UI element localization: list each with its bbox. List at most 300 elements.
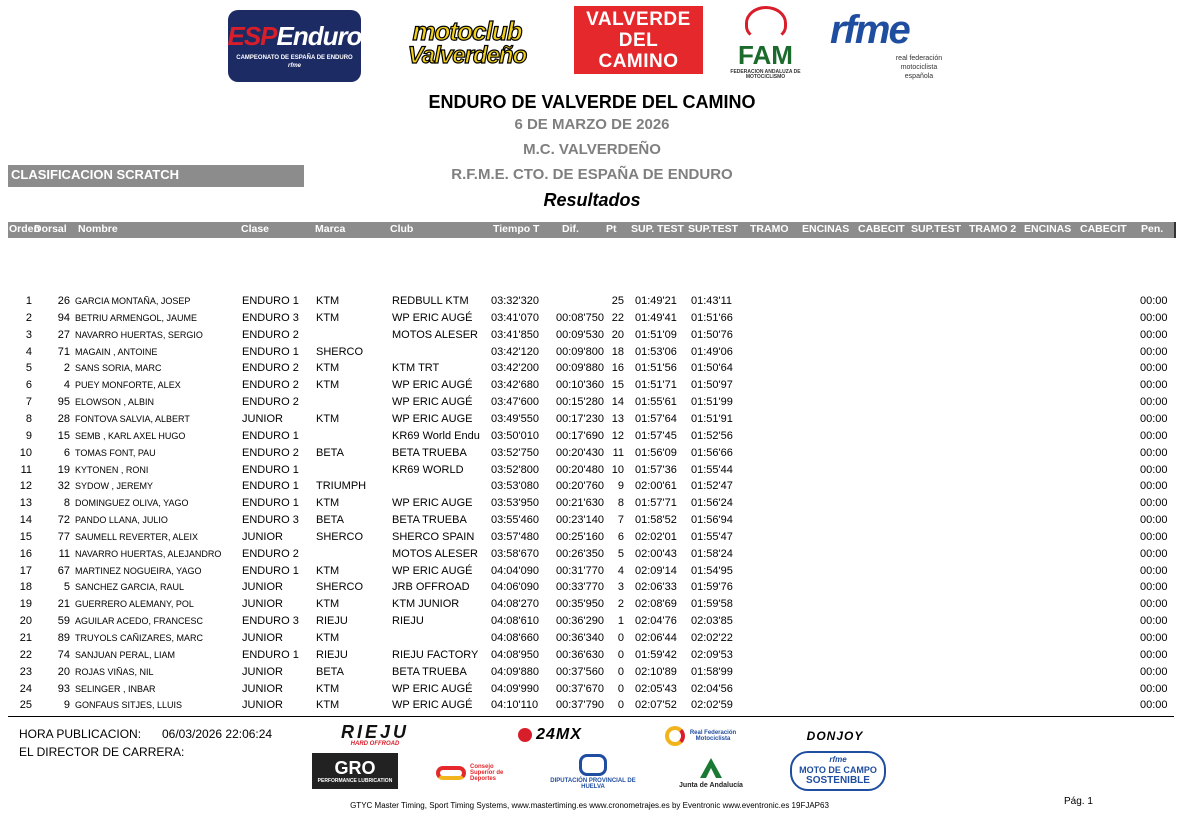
cell-orden: 10 <box>19 446 32 459</box>
cell-dif: 00:08'750 <box>556 311 604 324</box>
cell-nombre: DOMINGUEZ OLIVA, YAGO <box>75 498 189 509</box>
cell-tiempo: 03:50'010 <box>491 429 539 442</box>
cell-dorsal: 20 <box>57 665 70 678</box>
timing-credits: GTYC Master Timing, Sport Timing Systems, www.mastertiming.es www.cronometrajes.es by Eventronic www.eventronic.es 19FJAP63 <box>350 801 829 810</box>
cell-dorsal: 8 <box>63 497 70 510</box>
cell-sup1: 01:51'56 <box>635 362 677 375</box>
fam-logo <box>728 2 803 84</box>
logo-text: SOSTENIBLE <box>806 775 870 786</box>
cell-orden: 14 <box>19 514 32 527</box>
cell-clase: JUNIOR <box>242 665 283 678</box>
24mx-logo <box>485 726 615 744</box>
event-title: ENDURO DE VALVERDE DEL CAMINO <box>428 92 756 112</box>
cell-sup2: 01:55'47 <box>691 530 733 543</box>
cell-orden: 17 <box>19 564 32 577</box>
cell-dif: 00:26'350 <box>556 547 604 560</box>
cell-sup1: 01:51'09 <box>635 328 677 341</box>
cell-tiempo: 03:42'120 <box>491 345 539 358</box>
cell-dorsal: 72 <box>57 514 70 527</box>
cell-tiempo: 04:04'090 <box>491 564 539 577</box>
fam-emblem-icon <box>745 6 787 40</box>
table-row <box>8 360 1174 377</box>
cell-pt: 20 <box>611 328 624 341</box>
logo-text: CAMPEONATO DE ESPAÑA DE ENDURO <box>236 55 353 61</box>
table-row <box>8 613 1174 630</box>
diputacion-huelva-logo <box>550 753 636 791</box>
cell-dorsal: 67 <box>57 564 70 577</box>
cell-nombre: TOMAS FONT, PAU <box>75 447 156 458</box>
cell-sup1: 02:06'44 <box>635 632 677 644</box>
cell-orden: 7 <box>25 396 32 409</box>
cell-pt: 8 <box>617 497 624 510</box>
logo-text: rfme <box>829 755 847 764</box>
cell-club: RIEJU <box>392 615 424 628</box>
results-heading: Resultados <box>543 190 641 210</box>
cell-sup1: 02:09'14 <box>635 564 677 577</box>
event-date: 6 DE MARZO DE 2026 <box>514 116 670 133</box>
cell-sup1: 01:57'45 <box>635 429 677 442</box>
cell-dif: 00:37'790 <box>556 699 604 712</box>
cell-tiempo: 03:41'850 <box>491 328 539 341</box>
cell-pen: 00:00 <box>1140 665 1168 678</box>
table-row <box>8 394 1174 411</box>
cell-dif: 00:10'360 <box>556 379 604 392</box>
cell-tiempo: 03:52'750 <box>491 446 539 459</box>
cell-clase: ENDURO 2 <box>242 446 299 459</box>
cell-pt: 6 <box>617 530 624 543</box>
cell-clase: ENDURO 2 <box>242 328 299 341</box>
cell-sup1: 02:04'76 <box>635 615 677 628</box>
cell-tiempo: 03:47'600 <box>491 396 539 409</box>
cell-dif: 00:31'770 <box>556 564 604 577</box>
col-pen: Pen. <box>1141 223 1164 235</box>
cell-orden: 21 <box>19 632 32 644</box>
cell-nombre: SEMB , KARL AXEL HUGO <box>75 430 186 441</box>
cell-pt: 18 <box>611 345 624 358</box>
table-row <box>8 546 1174 563</box>
csd-emblem-icon <box>436 766 466 780</box>
divider <box>8 716 1174 717</box>
table-row <box>8 596 1174 613</box>
cell-pen: 00:00 <box>1140 446 1168 459</box>
cell-sup2: 01:50'76 <box>691 328 733 341</box>
cell-dif: 00:37'560 <box>556 665 604 678</box>
logo-text: Junta de Andalucía <box>679 781 743 789</box>
cell-sup2: 01:56'66 <box>691 446 733 459</box>
cell-tiempo: 03:53'080 <box>491 480 539 493</box>
cell-sup1: 02:05'43 <box>635 682 677 695</box>
publish-label: HORA PUBLICACION: <box>19 727 142 741</box>
cell-orden: 4 <box>25 345 32 358</box>
cell-nombre: GONFAUS SITJES, LLUIS <box>75 700 183 711</box>
organizer: M.C. VALVERDEÑO <box>523 141 661 158</box>
moto-campo-sostenible-logo <box>790 751 886 791</box>
cell-orden: 25 <box>19 699 32 712</box>
table-row <box>8 495 1174 512</box>
rfme-emblem-icon <box>665 726 685 746</box>
24mx-icon <box>518 728 532 742</box>
cell-pt: 0 <box>617 648 624 661</box>
cell-dif: 00:36'630 <box>556 648 604 661</box>
cell-dif: 00:20'480 <box>556 463 604 476</box>
cell-club: WP ERIC AUGE <box>392 497 473 510</box>
col-dif: Dif. <box>562 223 579 235</box>
cell-orden: 2 <box>25 311 32 324</box>
cell-pen: 00:00 <box>1140 581 1168 594</box>
cell-pt: 22 <box>611 311 624 324</box>
cell-sup2: 01:51'66 <box>691 311 733 324</box>
table-row <box>8 697 1174 714</box>
cell-orden: 19 <box>19 598 32 611</box>
cell-marca: KTM <box>316 564 340 577</box>
cell-pen: 00:00 <box>1140 362 1168 375</box>
cell-pen: 00:00 <box>1140 311 1168 324</box>
cell-marca: KTM <box>316 362 340 375</box>
cell-club: RIEJU FACTORY <box>392 648 479 661</box>
logo-text: VALVERDE <box>586 8 691 30</box>
cell-club: REDBULL KTM <box>392 295 469 307</box>
cell-dif: 00:36'340 <box>556 632 604 644</box>
logo-text: PERFORMANCE LUBRICATION <box>317 777 393 784</box>
table-row <box>8 310 1174 327</box>
cell-sup2: 01:55'44 <box>691 463 733 476</box>
csd-logo <box>420 758 530 788</box>
cell-dorsal: 77 <box>57 530 70 543</box>
junta-andalucia-logo <box>670 753 752 791</box>
cell-dif: 00:09'800 <box>556 345 604 358</box>
cell-nombre: TRUYOLS CAÑIZARES, MARC <box>75 633 204 643</box>
table-row <box>8 630 1174 647</box>
cell-dif: 00:35'950 <box>556 598 604 611</box>
cell-pt: 7 <box>617 514 624 527</box>
cell-nombre: AGUILAR ACEDO, FRANCESC <box>75 616 204 627</box>
cell-pt: 3 <box>617 581 624 594</box>
cell-marca: SHERCO <box>316 530 364 543</box>
cell-sup2: 02:02'59 <box>691 699 733 712</box>
cell-clase: JUNIOR <box>242 530 283 543</box>
cell-orden: 3 <box>25 328 32 341</box>
cell-orden: 24 <box>19 682 32 695</box>
cell-sup2: 01:58'24 <box>691 547 733 560</box>
cell-sup2: 01:50'97 <box>691 379 733 392</box>
cell-nombre: FONTOVA SALVIA, ALBERT <box>75 413 190 424</box>
cell-pt: 13 <box>611 412 624 425</box>
cell-sup1: 01:57'64 <box>635 412 677 425</box>
cell-sup2: 01:54'95 <box>691 564 733 577</box>
cell-pt: 0 <box>617 699 624 712</box>
cell-pen: 00:00 <box>1140 682 1168 695</box>
col-encinas-2: ENCINAS <box>1024 223 1072 235</box>
cell-sup2: 01:50'64 <box>691 362 733 375</box>
cell-club: SHERCO SPAIN <box>392 530 475 543</box>
rfme-logo <box>830 6 952 84</box>
cell-dif: 00:25'160 <box>556 530 604 543</box>
cell-sup2: 01:51'91 <box>691 412 733 425</box>
cell-dorsal: 71 <box>57 345 70 358</box>
cell-nombre: NAVARRO HUERTAS, SERGIO <box>75 329 203 340</box>
cell-tiempo: 03:58'670 <box>491 547 539 560</box>
logo-text: GRO <box>334 757 376 778</box>
table-row <box>8 327 1174 344</box>
cell-sup2: 01:59'76 <box>691 581 733 594</box>
logo-text: rfme <box>287 63 301 69</box>
cell-club: WP ERIC AUGÉ <box>392 682 473 695</box>
cell-clase: ENDURO 3 <box>242 514 299 527</box>
cell-pen: 00:00 <box>1140 648 1168 661</box>
cell-sup1: 01:57'36 <box>635 463 677 476</box>
cell-orden: 5 <box>25 362 32 375</box>
table-header <box>8 222 1176 238</box>
rieju-logo <box>314 722 436 747</box>
table-row <box>8 563 1174 580</box>
cell-tiempo: 04:08'660 <box>491 632 539 644</box>
table-row <box>8 445 1174 462</box>
esp-enduro-logo <box>228 10 361 82</box>
cell-pt: 1 <box>617 615 624 628</box>
cell-orden: 22 <box>19 648 32 661</box>
cell-orden: 18 <box>19 581 32 594</box>
cell-dorsal: 94 <box>57 311 70 324</box>
cell-dif: 00:23'140 <box>556 514 604 527</box>
cell-dorsal: 32 <box>57 480 70 493</box>
logo-text: rfme <box>830 7 909 52</box>
logo-text: Enduro <box>276 21 362 51</box>
cell-club: WP ERIC AUGE <box>392 412 473 425</box>
cell-pen: 00:00 <box>1140 564 1168 577</box>
cell-marca: BETA <box>316 514 344 527</box>
cell-sup2: 02:09'53 <box>691 648 733 661</box>
cell-sup1: 01:49'41 <box>635 311 677 324</box>
cell-pt: 16 <box>611 362 624 375</box>
cell-orden: 11 <box>20 463 32 476</box>
classification-label: CLASIFICACION SCRATCH <box>8 165 304 187</box>
motoclub-valverdeno-logo <box>384 2 550 84</box>
cell-pen: 00:00 <box>1140 429 1168 442</box>
table-row <box>8 462 1174 479</box>
cell-sup2: 01:56'24 <box>691 497 733 510</box>
cell-marca: KTM <box>316 699 340 712</box>
logo-text: Consejo Superior de Deportes <box>470 764 504 782</box>
cell-dif: 00:20'760 <box>556 480 604 493</box>
cell-dorsal: 5 <box>63 581 70 594</box>
cell-pen: 00:00 <box>1140 480 1168 493</box>
cell-nombre: PANDO LLANA, JULIO <box>75 515 168 526</box>
cell-nombre: ELOWSON , ALBIN <box>75 397 155 408</box>
col-orden: Orden <box>9 223 40 235</box>
cell-dif: 00:17'690 <box>556 429 604 442</box>
cell-pen: 00:00 <box>1140 699 1168 712</box>
table-row <box>8 344 1174 361</box>
cell-marca: SHERCO <box>316 581 364 594</box>
cell-club: WP ERIC AUGÉ <box>392 564 473 577</box>
col-cabecit: CABECIT <box>858 223 905 235</box>
cell-marca: SHERCO <box>316 345 364 358</box>
cell-clase: ENDURO 3 <box>242 615 299 628</box>
logo-text: RIEJU <box>340 722 409 742</box>
table-row <box>8 377 1174 394</box>
cell-sup1: 01:57'71 <box>635 497 677 510</box>
cell-nombre: KYTONEN , RONI <box>75 464 149 475</box>
cell-clase: ENDURO 3 <box>242 311 299 324</box>
cell-dorsal: 2 <box>63 362 70 375</box>
cell-dorsal: 27 <box>57 328 70 341</box>
col-dorsal: Dorsal <box>34 223 67 235</box>
cell-orden: 13 <box>19 497 32 510</box>
cell-dif: 00:15'280 <box>556 396 604 409</box>
cell-clase: ENDURO 2 <box>242 379 299 392</box>
cell-sup1: 01:49'21 <box>635 295 677 307</box>
cell-pt: 0 <box>617 682 624 695</box>
cell-tiempo: 04:08'610 <box>491 615 539 628</box>
cell-pen: 00:00 <box>1140 396 1168 409</box>
cell-tiempo: 03:49'550 <box>491 412 539 425</box>
cell-dif: 00:36'290 <box>556 615 604 628</box>
cell-tiempo: 04:08'270 <box>491 598 539 611</box>
cell-clase: JUNIOR <box>242 412 283 425</box>
cell-club: KR69 World Endu <box>392 429 480 442</box>
junta-emblem-icon <box>698 756 724 780</box>
cell-orden: 1 <box>25 295 32 307</box>
cell-clase: ENDURO 1 <box>242 497 299 510</box>
cell-dorsal: 89 <box>57 632 70 644</box>
logo-text: CAMINO <box>598 50 679 72</box>
cell-clase: ENDURO 1 <box>242 648 299 661</box>
cell-pt: 9 <box>617 480 624 493</box>
cell-sup2: 02:04'56 <box>691 682 733 695</box>
cell-pt: 2 <box>617 598 624 611</box>
gro-logo <box>312 753 398 789</box>
table-row <box>8 411 1174 428</box>
col-club: Club <box>390 223 414 235</box>
cell-marca: KTM <box>316 497 340 510</box>
cell-sup2: 01:59'58 <box>691 598 733 611</box>
cell-pt: 25 <box>611 295 624 307</box>
cell-sup1: 02:00'43 <box>635 547 677 560</box>
director-label: EL DIRECTOR DE CARRERA: <box>19 745 185 759</box>
cell-clase: ENDURO 1 <box>242 429 299 442</box>
cell-clase: ENDURO 2 <box>242 547 299 560</box>
cell-sup1: 01:53'06 <box>635 345 677 358</box>
cell-sup1: 01:58'52 <box>635 514 677 527</box>
cell-pen: 00:00 <box>1140 295 1168 307</box>
cell-sup1: 01:55'61 <box>635 396 677 409</box>
cell-dif: 00:21'630 <box>556 497 604 510</box>
cell-marca: RIEJU <box>316 615 348 628</box>
cell-dif: 00:20'430 <box>556 446 604 459</box>
cell-pen: 00:00 <box>1140 412 1168 425</box>
cell-club: MOTOS ALESER <box>392 547 478 560</box>
cell-club: MOTOS ALESER <box>392 328 478 341</box>
cell-nombre: SAUMELL REVERTER, ALEIX <box>75 531 199 542</box>
cell-tiempo: 04:08'950 <box>491 648 539 661</box>
cell-sup1: 02:10'89 <box>635 665 677 678</box>
logo-text: Real Federación Motociclista <box>689 730 737 742</box>
cell-marca: BETA <box>316 446 344 459</box>
cell-orden: 8 <box>25 412 32 425</box>
cell-sup1: 02:02'01 <box>635 530 677 543</box>
diputacion-emblem-icon <box>579 754 607 776</box>
col-encinas: ENCINAS <box>802 223 850 235</box>
cell-clase: ENDURO 1 <box>242 480 299 493</box>
cell-sup2: 01:58'99 <box>691 665 733 678</box>
cell-sup1: 02:00'61 <box>635 480 677 493</box>
cell-nombre: NAVARRO HUERTAS, ALEJANDRO <box>75 548 222 559</box>
cell-clase: JUNIOR <box>242 598 283 611</box>
cell-nombre: MAGAIN , ANTOINE <box>75 346 158 357</box>
cell-dorsal: 28 <box>57 412 70 425</box>
cell-clase: ENDURO 2 <box>242 396 299 409</box>
cell-marca: KTM <box>316 379 340 392</box>
cell-clase: ENDURO 1 <box>242 295 299 307</box>
table-row <box>8 579 1174 596</box>
cell-tiempo: 04:09'990 <box>491 682 539 695</box>
cell-dif: 00:33'770 <box>556 581 604 594</box>
cell-tiempo: 04:10'110 <box>491 699 539 712</box>
cell-club: JRB OFFROAD <box>392 581 470 594</box>
cell-pt: 0 <box>617 665 624 678</box>
cell-pt: 10 <box>611 463 624 476</box>
cell-dorsal: 9 <box>63 699 70 712</box>
valverde-del-camino-logo <box>574 6 703 74</box>
cell-club: WP ERIC AUGÉ <box>392 396 473 409</box>
cell-clase: ENDURO 1 <box>242 463 299 476</box>
cell-marca: KTM <box>316 598 340 611</box>
logo-text: DEL <box>618 29 659 51</box>
cell-orden: 16 <box>19 547 32 560</box>
cell-dorsal: 15 <box>57 429 70 442</box>
logo-text: DIPUTACIÓN PROVINCIAL DE HUELVA <box>550 778 636 790</box>
cell-pen: 00:00 <box>1140 463 1168 476</box>
cell-nombre: SELINGER , INBAR <box>75 683 156 694</box>
cell-tiempo: 03:41'070 <box>491 311 539 324</box>
cell-pen: 00:00 <box>1140 514 1168 527</box>
cell-marca: BETA <box>316 665 344 678</box>
cell-clase: JUNIOR <box>242 699 283 712</box>
table-row <box>8 478 1174 495</box>
cell-sup2: 01:49'06 <box>691 345 733 358</box>
cell-pen: 00:00 <box>1140 632 1168 644</box>
cell-pen: 00:00 <box>1140 497 1168 510</box>
cell-pt: 15 <box>611 379 624 392</box>
cell-dorsal: 93 <box>57 682 70 695</box>
cell-dorsal: 26 <box>57 295 70 307</box>
cell-sup2: 01:56'94 <box>691 514 733 527</box>
cell-orden: 12 <box>19 480 32 493</box>
cell-dif: 00:09'880 <box>556 362 604 375</box>
cell-sup2: 01:51'99 <box>691 396 733 409</box>
cell-dorsal: 74 <box>57 648 70 661</box>
donjoy-logo: DONJOY <box>806 729 864 743</box>
cell-orden: 15 <box>19 530 32 543</box>
cell-pen: 00:00 <box>1140 615 1168 628</box>
cell-clase: JUNIOR <box>242 682 283 695</box>
cell-club: BETA TRUEBA <box>392 665 467 678</box>
cell-nombre: SANCHEZ GARCIA, RAUL <box>75 582 185 593</box>
cell-tiempo: 03:53'950 <box>491 497 539 510</box>
cell-clase: ENDURO 1 <box>242 345 299 358</box>
cell-tiempo: 04:06'090 <box>491 581 539 594</box>
cell-pt: 12 <box>611 429 624 442</box>
cell-dorsal: 19 <box>57 463 70 476</box>
cell-nombre: PUEY MONFORTE, ALEX <box>75 380 181 391</box>
col-tiempo: Tiempo T <box>493 223 540 235</box>
cell-dif: 00:37'670 <box>556 682 604 695</box>
cell-pt: 5 <box>617 547 624 560</box>
logo-text: ESP <box>227 21 277 51</box>
logo-text: real federación <box>895 54 943 62</box>
cell-sup1: 01:56'09 <box>635 446 677 459</box>
cell-club: BETA TRUEBA <box>392 446 467 459</box>
